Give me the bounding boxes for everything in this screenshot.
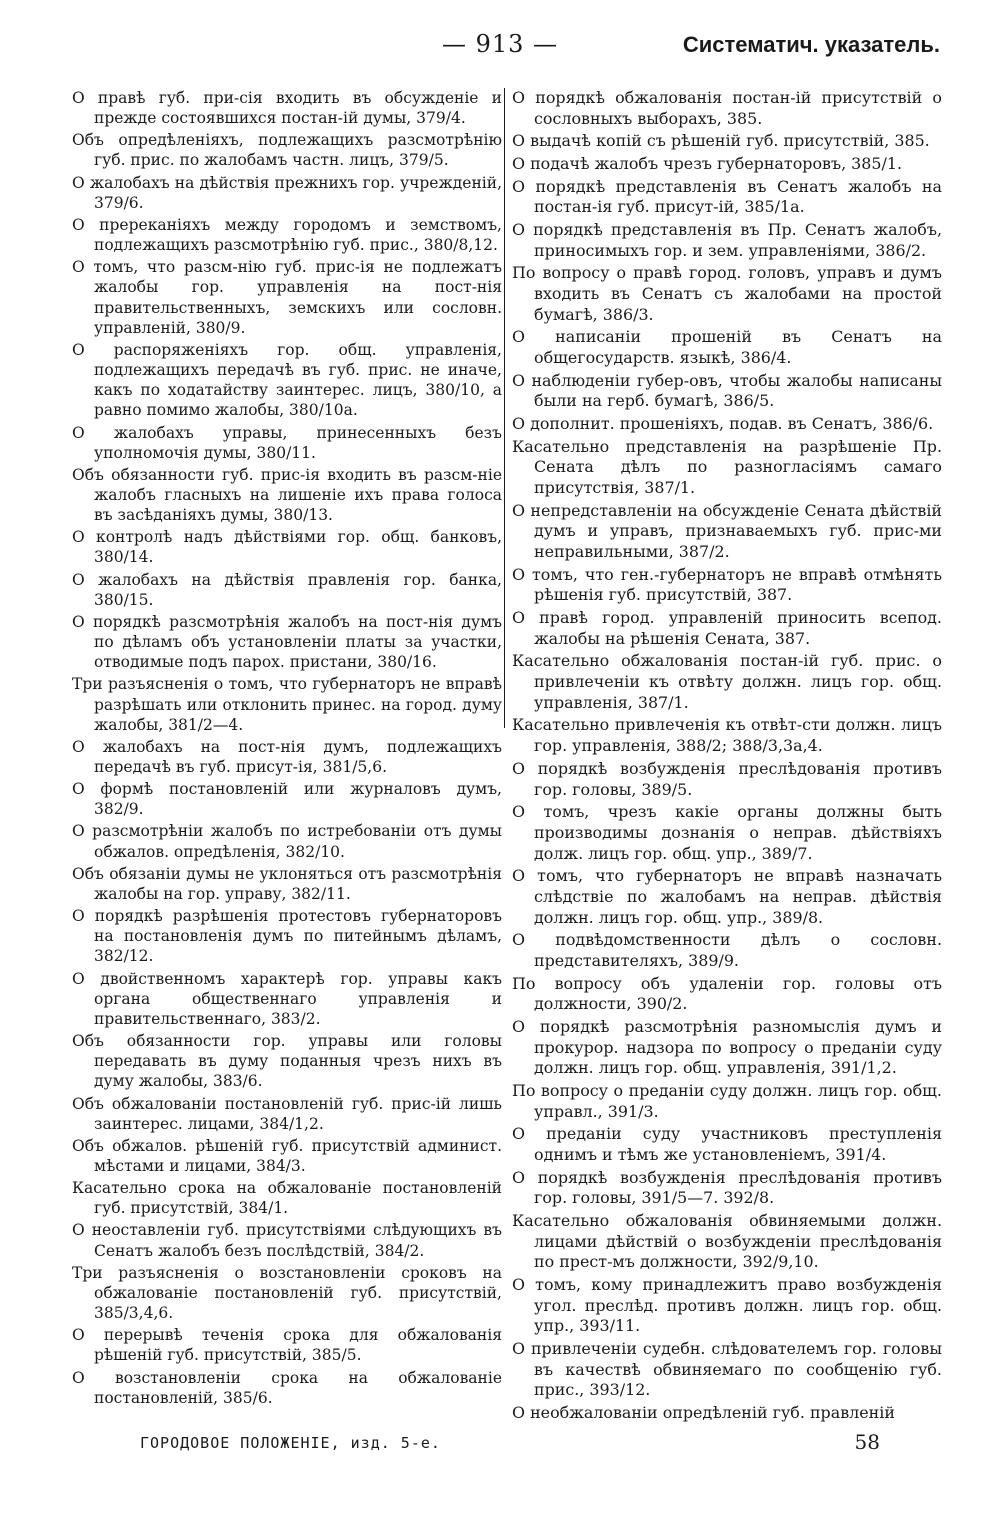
index-entry: О подвѣдомственности дѣлъ о сословн. представителяхъ, 389/9. [512,930,942,970]
index-entry: О формѣ постановленій или журналовъ думъ, 382/9. [72,780,502,819]
index-entry: О томъ, чрезъ какіе органы должны быть производимы дознанія о неправ. дѣйствіяхъ долж. лицъ гор. общ. упр., 389/7. [512,802,942,863]
index-entry: О правѣ губ. при-сія входить въ обсужденіе и прежде состоявшихся постан-ій думы, 379/4. [72,89,502,128]
index-entry: По вопросу о правѣ город. головъ, управъ и думъ входить въ Сенатъ съ жалобами на простой бумагѣ, 386/3. [512,263,942,324]
index-entry: Объ опредѣленіяхъ, подлежащихъ разсмотрѣнію губ. прис. по жалобамъ частн. лицъ, 379/5. [72,131,502,170]
index-entry: О наблюденіи губер-овъ, чтобы жалобы написаны были на герб. бумагѣ, 386/5. [512,370,942,411]
index-entry: О томъ, что ген.-губернаторъ не вправѣ отмѣнять рѣшенія губ. присутствій, 387. [512,564,942,605]
footer-title: ГОРОДОВОЕ ПОЛОЖЕНІЕ, изд. 5-е. [140,1434,441,1452]
index-entry: О правѣ город. управленій приносить всепод. жалобы на рѣшенія Сената, 387. [512,608,942,648]
right-column [512,88,942,1426]
index-entry: О жалобахъ на дѣйствія прежнихъ гор. учрежденій, 379/6. [72,173,502,212]
index-entry: О жалобахъ управы, принесенныхъ безъ уполномочія думы, 380/11. [72,423,502,462]
index-entry: О перерывѣ теченія срока для обжалованія рѣшеній губ. присутствій, 385/5. [72,1326,502,1365]
index-entry: О преданіи суду участниковъ преступленія однимъ и тѣмъ же установленіемъ, 391/4. [512,1124,942,1164]
index-entry: О порядкѣ возбужденія преслѣдованія противъ гор. головы, 389/5. [512,758,942,799]
index-entry: О томъ, что губернаторъ не вправѣ назначать слѣдствіе по жалобамъ на неправ. дѣйствія должн. лицъ гор. общ. упр., 389/8. [512,866,942,927]
index-entry: Касательно обжалованія постан-ій губ. прис. о привлеченіи къ отвѣту должн. лицъ гор. общ. управленія, 387/1. [512,651,942,712]
running-title: Систематич. указатель. [682,32,940,57]
index-entry: Касательно срока на обжалованіе постановленій губ. присутствій, 384/1. [72,1179,502,1218]
index-entry: Три разъясненія о томъ, что губернаторъ не вправѣ разрѣшать или отклонить принес. на город. думу жалобы, 381/2—4. [72,675,502,734]
index-entry: Объ обязанности губ. прис-ія входить въ разсм-ніе жалобъ гласныхъ на лишеніе ихъ права голоса въ засѣданіяхъ думы, 380/13. [72,465,502,525]
index-entry: О двойственномъ характерѣ гор. управы какъ органа общественнаго управленія и правительственнаго, 383/2. [72,969,502,1028]
index-entry: О возстановленіи срока на обжалованіе постановленій, 385/6. [72,1368,502,1407]
index-entry: О томъ, кому принадлежитъ право возбужденія угол. преслѣд. противъ должн. лицъ гор. общ. упр., 393/11. [512,1274,942,1336]
page-number: — 913 — [441,30,559,58]
index-entry: О необжалованіи опредѣленій губ. правленій [512,1402,895,1422]
index-entry: О жалобахъ на дѣйствія правленія гор. банка, 380/15. [72,570,502,609]
index-entry: О порядкѣ разрѣшенія протестовъ губернаторовъ на постановленія думъ по питейнымъ дѣламъ, 382/12. [72,907,502,966]
index-entry: О непредставленіи на обсужденіе Сената дѣйствій думъ и управъ, признаваемыхъ губ. прис-ми неправильными, 387/2. [512,500,942,562]
index-entry: Объ обязанности гор. управы или головы передавать въ думу поданныя чрезъ нихъ въ думу жалобы, 383/6. [72,1032,502,1091]
index-entry: Объ обжалов. рѣшеній губ. присутствій админист. мѣстами и лицами, 384/3. [72,1136,502,1175]
index-entry: О привлеченіи судебн. слѣдователемъ гор. головы въ качествѣ обвиняемаго по сообщенію губ. прис., 393/12. [512,1338,942,1400]
index-entry: О выдачѣ копій съ рѣшеній губ. присутствій, 385. [512,131,930,151]
index-entry: О порядкѣ разсмотрѣнія жалобъ на пост-нія думъ по дѣламъ объ установленіи платы за участки, отводимые подъ парох. пристани, 380/16. [72,612,502,672]
index-entry: Объ обжалованіи постановленій губ. прис-ій лишь заинтерес. лицами, 384/1,2. [72,1094,502,1133]
index-entry: О порядкѣ возбужденія преслѣдованія противъ гор. головы, 391/5—7. 392/8. [512,1167,942,1208]
footer-page-number: 58 [854,1430,880,1454]
index-entry: О дополнит. прошеніяхъ, подав. въ Сенатъ, 386/6. [512,414,934,434]
index-entry: О разсмотрѣніи жалобъ по истребованіи отъ думы обжалов. опредѣленія, 382/10. [72,822,502,861]
index-entry: О томъ, что разсм-нію губ. прис-ія не подлежатъ жалобы гор. управленія на пост-нія правительственныхъ, земскихъ или сословн. управленій, 380/9. [72,258,502,337]
index-entry: О порядкѣ обжалованія постан-ій присутствій о сословныхъ выборахъ, 385. [512,88,942,128]
index-entry: О подачѣ жалобъ чрезъ губернаторовъ, 385/1. [512,154,903,174]
page-header [0,30,1000,66]
index-entry: Три разъясненія о возстановленіи сроковъ на обжалованіе постановленій губ. присутствій, 385/3,4,6. [72,1263,502,1323]
index-entry: Касательно привлеченія къ отвѣт-сти должн. лицъ гор. управленія, 388/2; 388/3,3а,4. [512,715,942,756]
left-column [72,88,502,1410]
page-footer [0,1430,1000,1458]
index-entry: Объ обязаніи думы не уклоняться отъ разсмотрѣнія жалобы на гор. управу, 382/11. [72,864,502,903]
index-entry: По вопросу объ удаленіи гор. головы отъ должности, 390/2. [512,973,942,1014]
index-entry: О неоставленіи губ. присутствіями слѣдующихъ въ Сенатъ жалобъ безъ послѣдствій, 384/2. [72,1221,502,1260]
index-entry: По вопросу о преданіи суду должн. лицъ гор. общ. управл., 391/3. [512,1080,942,1121]
index-entry: О порядкѣ представленія въ Сенатъ жалобъ на постан-ія губ. присут-ій, 385/1а. [512,176,942,217]
index-entry: О пререканіяхъ между городомъ и земствомъ, подлежащихъ разсмотрѣнію губ. прис., 380/8,12. [72,215,502,255]
index-entry: О распоряженіяхъ гор. общ. управленія, подлежащихъ передачѣ въ губ. прис. не иначе, какъ по ходатайству заинтерес. лицъ, 380/10, а равно помимо жалобы, 380/10а. [72,340,502,420]
index-entry: О написаніи прошеній въ Сенатъ на общегосударств. языкѣ, 386/4. [512,327,942,368]
index-entry: О жалобахъ на пост-нія думъ, подлежащихъ передачѣ въ губ. присут-ія, 381/5,6. [72,737,502,776]
column-divider [504,88,505,728]
index-entry: О порядкѣ представленія въ Пр. Сенатъ жалобъ, приносимыхъ гор. и зем. управленіями, 386/2. [512,220,942,260]
index-entry: О порядкѣ разсмотрѣнія разномыслія думъ и прокурор. надзора по вопросу о преданіи суду должн. лицъ гор. общ. управленія, 391/1,2. [512,1016,942,1078]
index-entry: Касательно представленія на разрѣшеніе Пр. Сената дѣлъ по разногласіямъ самаго присутствія, 387/1. [512,436,942,498]
index-entry: О контролѣ надъ дѣйствіями гор. общ. банковъ, 380/14. [72,528,502,567]
index-entry: Касательно обжалованія обвиняемыми должн. лицами дѣйствій о возбужденіи преслѣдованія по прест-мъ должности, 392/9,10. [512,1210,942,1272]
